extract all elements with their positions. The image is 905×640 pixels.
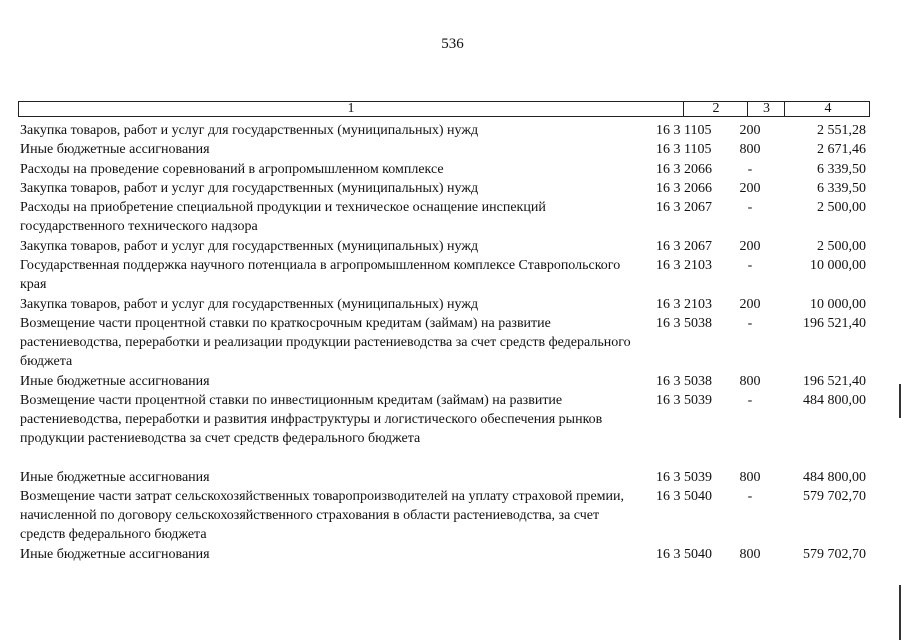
table-header <box>18 101 870 117</box>
row-code: 16 3 5039 <box>656 470 712 485</box>
row-name: Закупка товаров, работ и услуг для государственных (муниципальных) нужд <box>20 181 479 196</box>
row-type: - <box>747 258 753 273</box>
row-sum: 6 339,50 <box>817 181 866 196</box>
row-type: - <box>747 489 753 504</box>
row-type: - <box>747 316 753 331</box>
row-name: Закупка товаров, работ и услуг для государственных (муниципальных) нужд <box>20 123 479 138</box>
scan-edge-line <box>899 384 901 418</box>
row-sum: 484 800,00 <box>803 470 866 485</box>
column-header-3: 3 <box>747 102 785 116</box>
row-code: 16 3 5040 <box>656 547 712 562</box>
row-type: - <box>747 200 753 215</box>
row-type: 200 <box>739 239 761 254</box>
row-code: 16 3 2067 <box>656 200 712 215</box>
column-header-1: 1 <box>347 101 355 116</box>
column-header-2: 2 <box>683 102 748 116</box>
row-code: 16 3 2103 <box>656 258 712 273</box>
row-code: 16 3 5039 <box>656 393 712 408</box>
row-sum: 2 671,46 <box>817 142 866 157</box>
row-code: 16 3 2066 <box>656 181 712 196</box>
row-code: 16 3 2067 <box>656 239 712 254</box>
row-type: 800 <box>739 547 761 562</box>
row-sum: 2 500,00 <box>817 239 866 254</box>
row-name: Расходы на приобретение специальной продукции и техническое оснащение инспекций государственного технического надзора <box>20 200 546 234</box>
row-name: Возмещение части процентной ставки по краткосрочным кредитам (займам) на развитие растениеводства, переработки и реализации продукции растениеводства за счет средств федерального бюджета <box>20 316 631 369</box>
row-type: 200 <box>739 181 761 196</box>
row-code: 16 3 1105 <box>656 123 712 138</box>
row-name: Иные бюджетные ассигнования <box>20 142 210 157</box>
row-type: 200 <box>739 123 761 138</box>
row-sum: 2 500,00 <box>817 200 866 215</box>
row-sum: 2 551,28 <box>817 123 866 138</box>
row-code: 16 3 5038 <box>656 374 712 389</box>
row-name: Иные бюджетные ассигнования <box>20 547 210 562</box>
row-code: 16 3 1105 <box>656 142 712 157</box>
row-code: 16 3 5038 <box>656 316 712 331</box>
row-type: 800 <box>739 142 761 157</box>
row-name: Возмещение части процентной ставки по инвестиционным кредитам (займам) на развитие растениеводства, переработки и развития инфраструктуры и логистического обеспечения рынков продукции растениеводства за счет средств федерального бюджета <box>20 393 603 446</box>
row-name: Закупка товаров, работ и услуг для государственных (муниципальных) нужд <box>20 239 479 254</box>
row-type: - <box>747 393 753 408</box>
row-name: Возмещение части затрат сельскохозяйственных товаропроизводителей на уплату страховой премии, начисленной по договору сельскохозяйственного страхования в области растениеводства, за счет средств федерального бюджета <box>20 489 625 542</box>
row-type: 200 <box>739 297 761 312</box>
row-name: Закупка товаров, работ и услуг для государственных (муниципальных) нужд <box>20 297 479 312</box>
row-name: Государственная поддержка научного потенциала в агропромышленном комплексе Ставропольского края <box>20 258 621 292</box>
row-code: 16 3 5040 <box>656 489 712 504</box>
page-number: 536 <box>441 36 464 52</box>
row-type: - <box>747 162 753 177</box>
row-sum: 196 521,40 <box>803 374 866 389</box>
row-type: 800 <box>739 374 761 389</box>
column-header-4: 4 <box>784 102 871 116</box>
row-sum: 196 521,40 <box>803 316 866 331</box>
row-type: 800 <box>739 470 761 485</box>
row-sum: 484 800,00 <box>803 393 866 408</box>
row-name: Расходы на проведение соревнований в агропромышленном комплексе <box>20 162 444 177</box>
scan-edge-line <box>899 585 901 640</box>
row-sum: 10 000,00 <box>810 297 866 312</box>
row-code: 16 3 2066 <box>656 162 712 177</box>
row-name: Иные бюджетные ассигнования <box>20 470 210 485</box>
row-name: Иные бюджетные ассигнования <box>20 374 210 389</box>
row-sum: 579 702,70 <box>803 489 866 504</box>
row-sum: 6 339,50 <box>817 162 866 177</box>
row-code: 16 3 2103 <box>656 297 712 312</box>
row-sum: 10 000,00 <box>810 258 866 273</box>
row-sum: 579 702,70 <box>803 547 866 562</box>
